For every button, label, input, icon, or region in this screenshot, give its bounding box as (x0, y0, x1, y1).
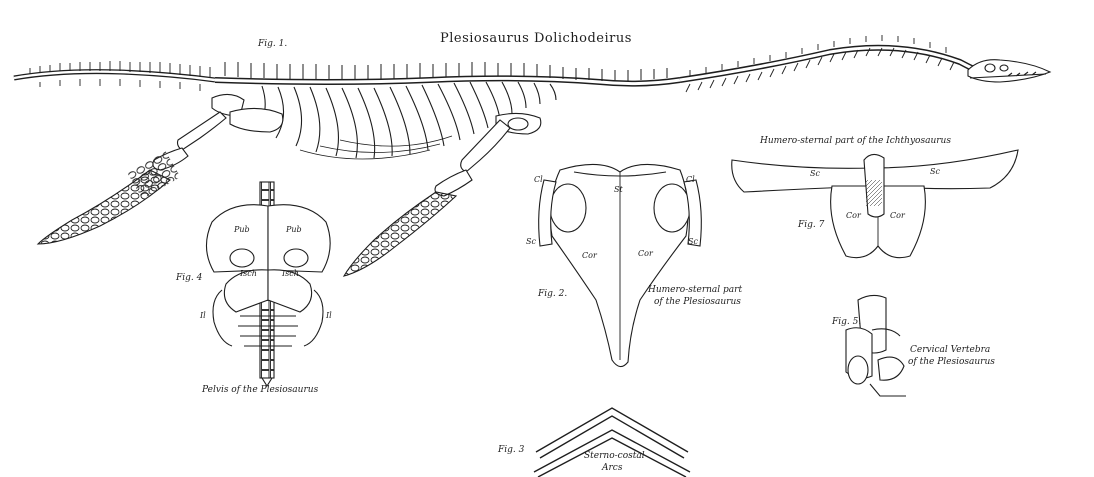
fig2-humero-sternal (539, 164, 702, 366)
cervical-ribs (686, 35, 954, 92)
fig4-pelvis (206, 182, 330, 386)
fig7-label: Fig. 7 (798, 220, 825, 230)
fig7-cor-left: Cor (846, 211, 861, 220)
fig2-cor-left: Cor (582, 251, 597, 260)
fore-paddle (344, 192, 456, 276)
fig5-caption-2: of the Plesiosaurus (908, 357, 995, 367)
fig4-caption: Pelvis of the Plesiosaurus (202, 385, 319, 395)
pelvic-girdle (212, 94, 283, 132)
fig2-caption-1: Humero-sternal part (648, 285, 743, 295)
skull (968, 60, 1050, 82)
fig4-pub-left: Pub (234, 225, 250, 234)
fig2-cl-left: Cl (534, 175, 543, 184)
fig3-caption-2: Arcs (602, 463, 623, 473)
fig2-cor-right: Cor (638, 249, 653, 258)
fig2-cl-right: Cl (686, 175, 695, 184)
fig4-isch-right: Isch (282, 269, 299, 278)
fig2-st: St (614, 185, 623, 194)
fig4-il-right: Il (326, 311, 332, 320)
hind-paddle (38, 170, 170, 244)
hind-limb (38, 112, 226, 244)
fig3-label: Fig. 3 (498, 445, 525, 455)
fig7-caption: Humero-sternal part of the Ichthyosaurus (760, 136, 951, 146)
fig2-sc-right: Sc (688, 237, 698, 246)
fig1-label: Fig. 1. (258, 39, 288, 49)
fig2-sc-left: Sc (526, 237, 536, 246)
fig7-sc-left: Sc (810, 169, 820, 178)
fig2-caption-2: of the Plesiosaurus (654, 297, 741, 307)
fig4-il-left: Il (200, 311, 206, 320)
fig7-sc-right: Sc (930, 167, 940, 176)
fig2-label: Fig. 2. (538, 289, 568, 299)
fig7-cor-right: Cor (890, 211, 905, 220)
fig4-label: Fig. 4 (176, 273, 203, 283)
fig4-isch-left: Isch (240, 269, 257, 278)
fig5-caption-1: Cervical Vertebra (910, 345, 991, 355)
fig4-pub-right: Pub (286, 225, 302, 234)
fig5-label: Fig. 5. (832, 317, 862, 327)
fig5-cervical-vertebra (846, 295, 906, 396)
fig7-ichthyosaurus-girdle (732, 150, 1018, 258)
plate-title: Plesiosaurus Dolichodeirus (440, 31, 632, 46)
gastralia (300, 136, 452, 159)
fig3-caption-1: Sterno-costal (584, 451, 645, 461)
